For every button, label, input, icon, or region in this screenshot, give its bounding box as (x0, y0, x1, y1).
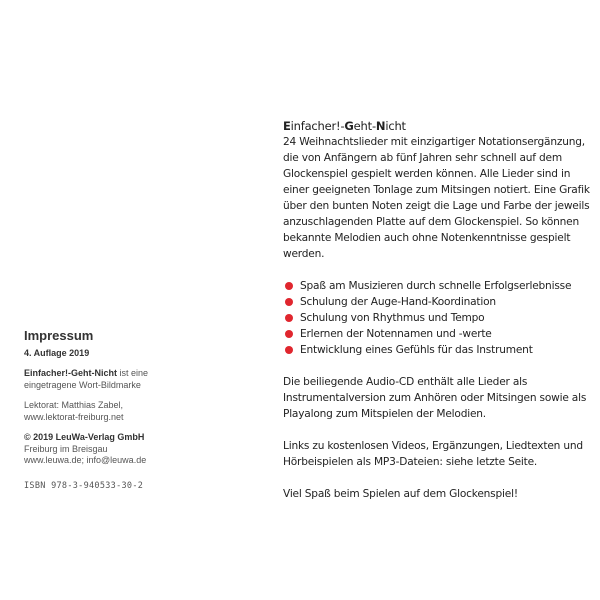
lektorat-name: Lektorat: Matthias Zabel, (24, 400, 124, 410)
intro-paragraph: 24 Weihnachtslieder mit einzigartiger Notationsergänzung, die von Anfängern ab fünf Jahren sehr schnell auf dem Glockenspiel gespielt werden können. Alle Lieder sind in einer geeigneten Tonlage zum Mitsingen notiert. Eine Grafik über den bunten Noten zeigt die Lage und Farbe der jeweils anzuschlagenden Platte auf dem Glockenspiel. So können bekannte Melodien auch ohne Notenkenntnisse gespielt werden. (283, 136, 590, 260)
lektorat (24, 400, 174, 423)
trademark-name: Einfacher!-Geht-Nicht (24, 368, 118, 378)
list-item: Entwicklung eines Gefühls für das Instrument (283, 342, 593, 358)
title-part: infacher!- (290, 119, 345, 133)
list-item: Schulung von Rhythmus und Tempo (283, 310, 593, 326)
contact: www.leuwa.de; info@leuwa.de (24, 455, 147, 465)
book-title (283, 118, 593, 134)
benefits-list (283, 278, 593, 358)
cd-paragraph: Die beiliegende Audio-CD enthält alle Lieder als Instrumentalversion zum Anhören oder Mitsingen sowie als Playalong zum Mitspielen der Melodien. (283, 376, 587, 420)
list-item: Erlernen der Notennamen und -werte (283, 326, 593, 342)
title-part: eht- (353, 119, 376, 133)
trademark-note (24, 368, 174, 391)
lektorat-url: www.lektorat-freiburg.net (24, 411, 124, 422)
title-part: E (283, 119, 291, 133)
city: Freiburg im Breisgau (24, 443, 108, 454)
description-column (283, 118, 593, 518)
copyright: © 2019 LeuWa-Verlag GmbH (24, 432, 145, 442)
title-part: N (375, 119, 386, 133)
list-item: Schulung der Auge-Hand-Koordination (283, 294, 593, 310)
impressum-heading: Impressum (24, 328, 94, 343)
closing-paragraph: Viel Spaß beim Spielen auf dem Glockenspiel! (283, 488, 518, 500)
links-paragraph: Links zu kostenlosen Videos, Ergänzungen, Liedtexten und Hörbeispielen als MP3-Dateien: siehe letzte Seite. (283, 440, 583, 468)
publisher (24, 432, 174, 467)
title-part: icht (385, 119, 406, 133)
title-part: G (344, 119, 354, 133)
trademark-text: ist eine eingetragene Wort-Bildmarke (24, 368, 149, 390)
list-item: Spaß am Musizieren durch schnelle Erfolgserlebnisse (283, 278, 593, 294)
impressum-column (24, 330, 174, 492)
isbn: ISBN 978-3-940533-30-2 (24, 480, 144, 491)
edition: 4. Auflage 2019 (24, 347, 90, 358)
